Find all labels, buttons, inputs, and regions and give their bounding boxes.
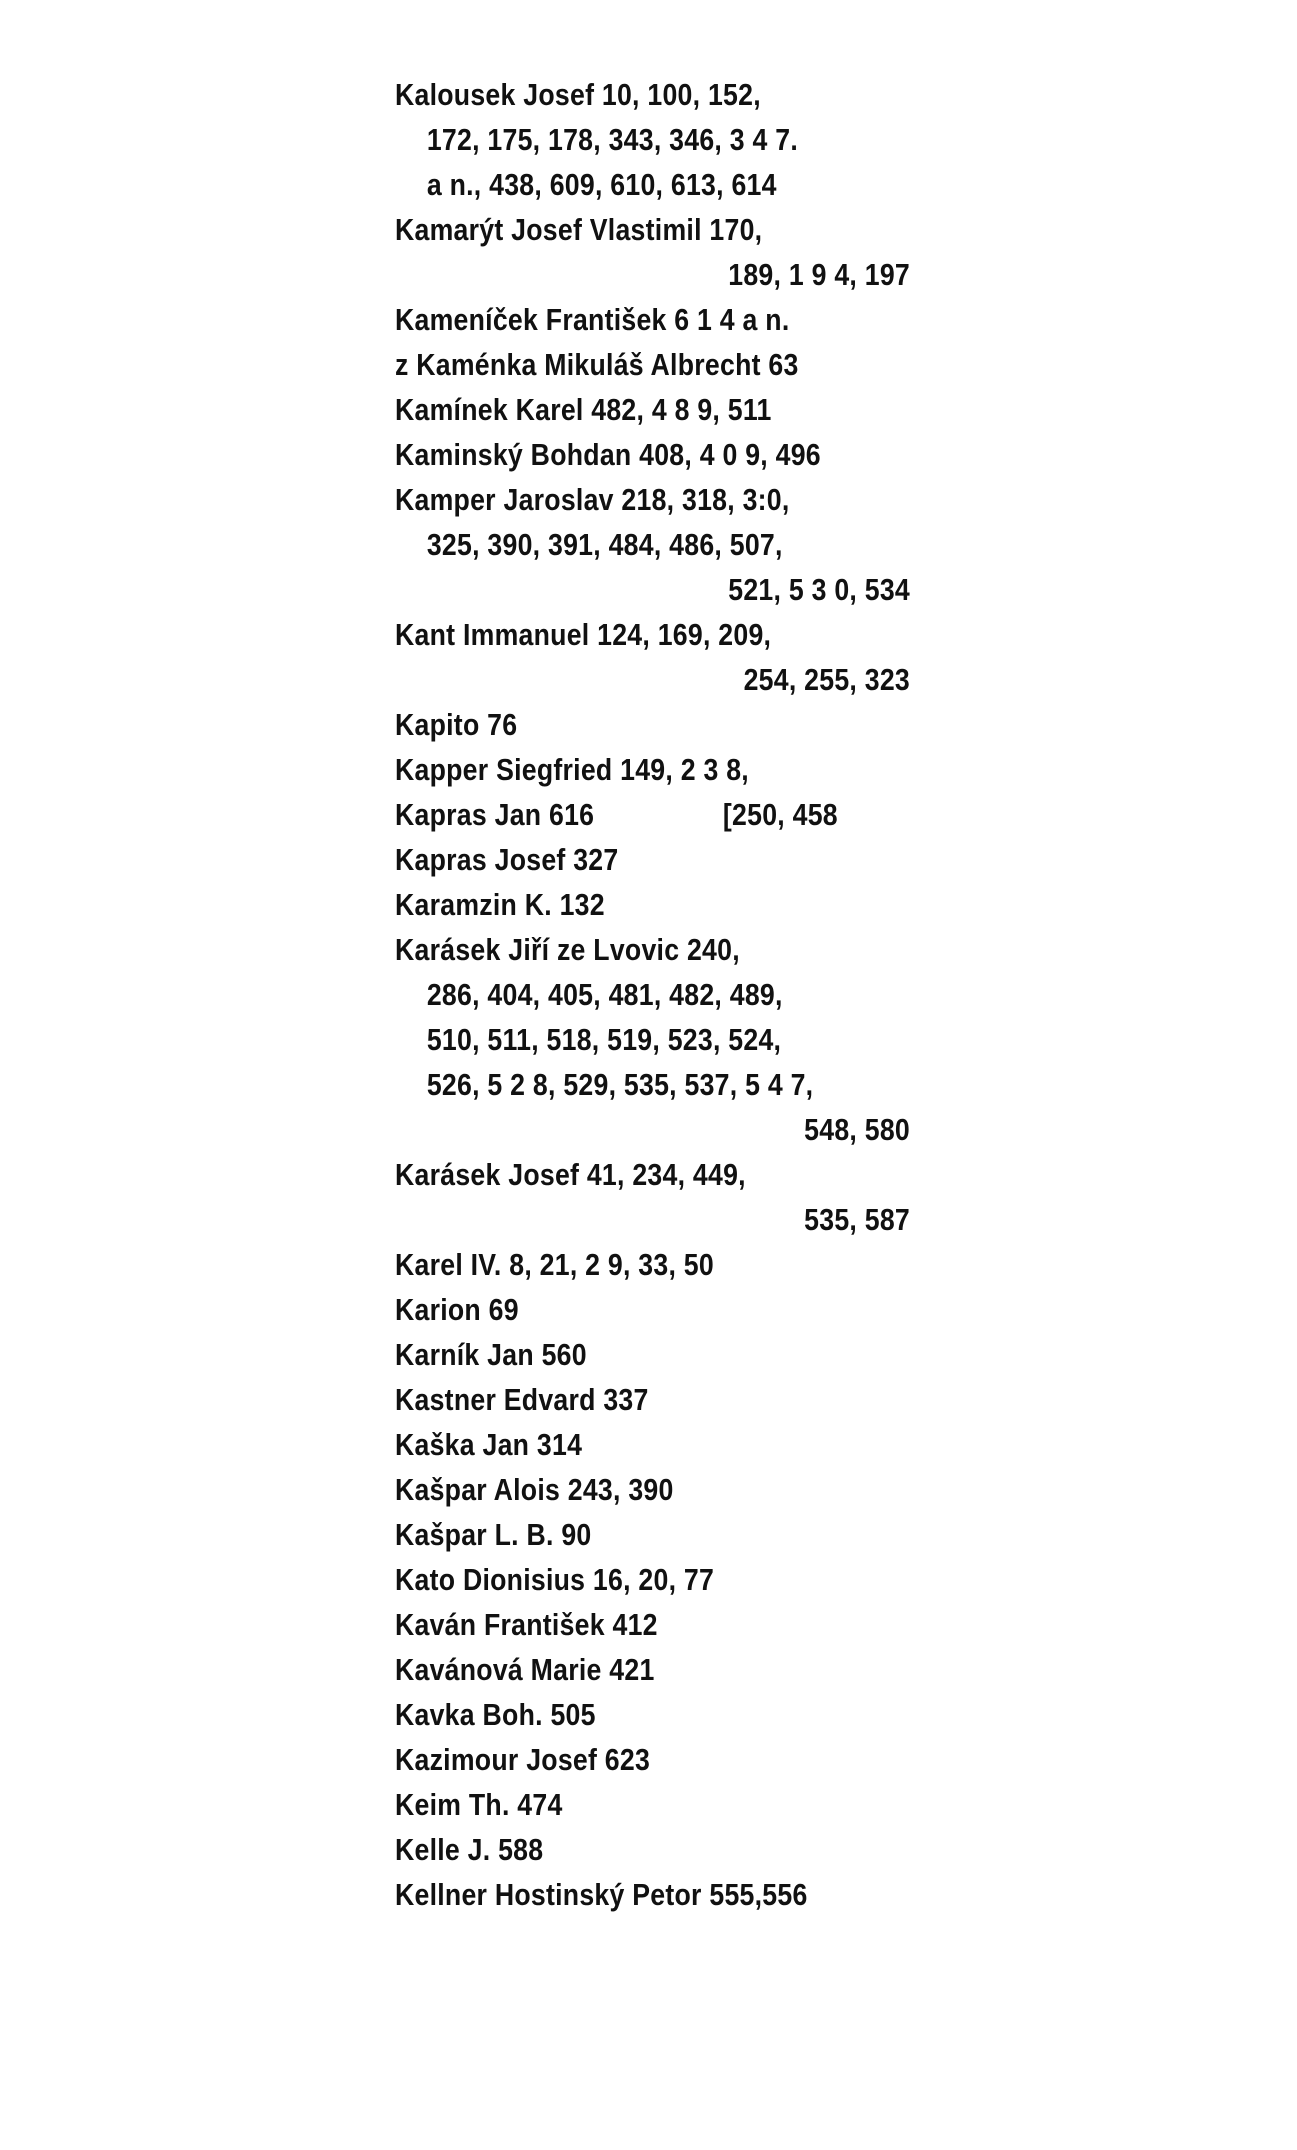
index-entry-line: Karamzin K. 132 [395, 887, 605, 922]
index-entry-line: Kašpar Alois 243, 390 [395, 1472, 674, 1507]
index-entry-line: Kapras Josef 327 [395, 842, 619, 877]
index-entry-line: Kant Immanuel 124, 169, 209, [395, 617, 772, 652]
index-entry-line: Kaminský Bohdan 408, 4 0 9, 496 [395, 437, 821, 472]
index-entry-line: Kapito 76 [395, 707, 518, 742]
name-index-column [395, 72, 910, 1917]
index-continuation-line: 535, 587 [804, 1202, 910, 1237]
index-continuation-text: [250, 458 [722, 797, 838, 832]
index-entry-line: Kavka Boh. 505 [395, 1697, 596, 1732]
index-entry-line: Kato Dionisius 16, 20, 77 [395, 1562, 715, 1597]
index-entry-line: Karion 69 [395, 1292, 519, 1327]
index-entry-line: Kamarýt Josef Vlastimil 170, [395, 212, 763, 247]
index-entry-line: Kašpar L. B. 90 [395, 1517, 592, 1552]
index-continuation-line: 521, 5 3 0, 534 [728, 572, 910, 607]
index-continuation-line: a n., 438, 609, 610, 613, 614 [426, 167, 777, 202]
index-continuation-line: 548, 580 [804, 1112, 910, 1147]
index-entry-line: Kamínek Karel 482, 4 8 9, 511 [395, 392, 772, 427]
index-entry-text: Kapras Jan 616 [395, 797, 595, 832]
index-entry-line: Kamper Jaroslav 218, 318, 3:0, [395, 482, 790, 517]
index-entry-line: Kastner Edvard 337 [395, 1382, 649, 1417]
index-entry-line: Kameníček František 6 1 4 a n. [395, 302, 790, 337]
index-continuation-line: 510, 511, 518, 519, 523, 524, [426, 1022, 782, 1057]
index-entry-line: Kaván František 412 [395, 1607, 658, 1642]
index-entry-line: Kazimour Josef 623 [395, 1742, 651, 1777]
index-entry-line: z Kaménka Mikuláš Albrecht 63 [395, 347, 799, 382]
index-entry-line: Kaška Jan 314 [395, 1427, 583, 1462]
index-entry-line: Keim Th. 474 [395, 1787, 563, 1822]
index-continuation-line: 172, 175, 178, 343, 346, 3 4 7. [426, 122, 799, 157]
index-entry-line: Kelle J. 588 [395, 1832, 544, 1867]
index-entry-line: Karník Jan 560 [395, 1337, 587, 1372]
index-continuation-line: 325, 390, 391, 484, 486, 507, [426, 527, 783, 562]
index-entry-line: Karel IV. 8, 21, 2 9, 33, 50 [395, 1247, 714, 1282]
index-entry-line: Kalousek Josef 10, 100, 152, [395, 77, 761, 112]
index-continuation-line: 286, 404, 405, 481, 482, 489, [426, 977, 783, 1012]
index-entry-line: Kavánová Marie 421 [395, 1652, 655, 1687]
index-entry-line: Kellner Hostinský Petor 555,556 [395, 1877, 808, 1912]
index-entry-line: Kapper Siegfried 149, 2 3 8, [395, 752, 749, 787]
index-continuation-line: 526, 5 2 8, 529, 535, 537, 5 4 7, [426, 1067, 814, 1102]
index-continuation-line: 189, 1 9 4, 197 [728, 257, 910, 292]
index-entry-line: Karásek Jiří ze Lvovic 240, [395, 932, 740, 967]
index-entry-line: Karásek Josef 41, 234, 449, [395, 1157, 746, 1192]
index-continuation-line: 254, 255, 323 [743, 662, 910, 697]
index-entry-line [395, 792, 838, 837]
